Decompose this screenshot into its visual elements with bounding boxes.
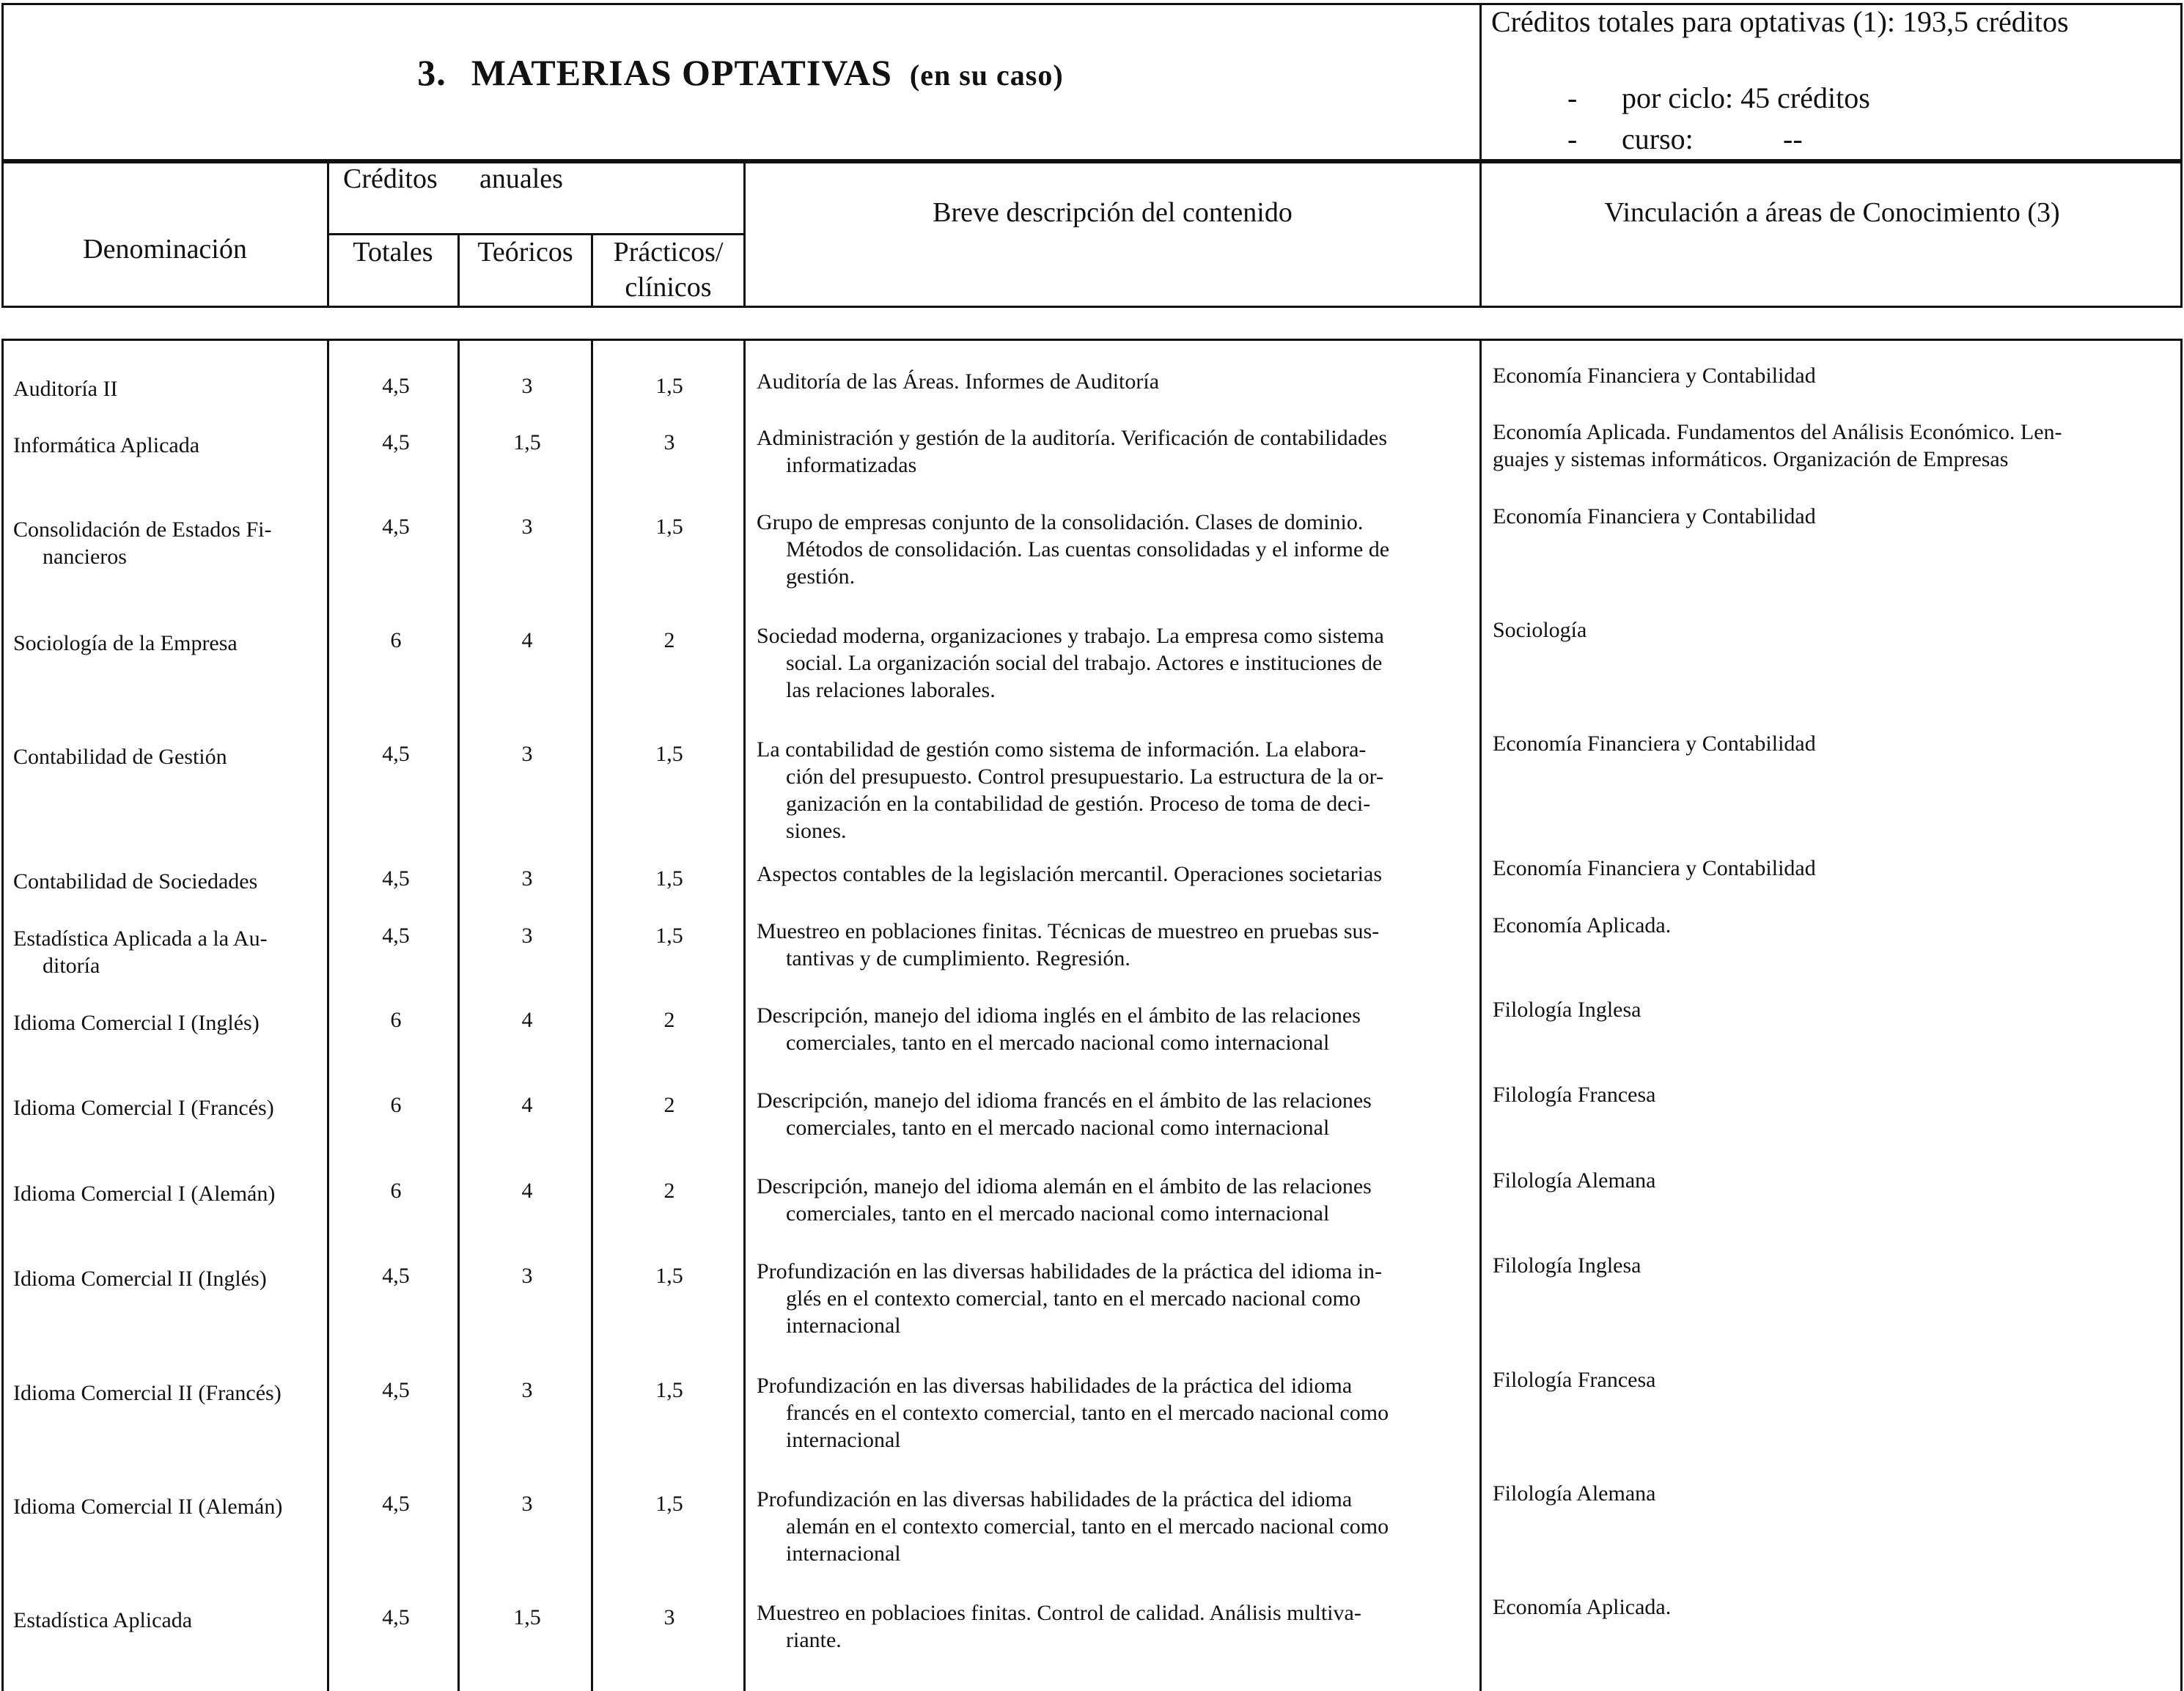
body-left-border <box>1 339 4 1691</box>
course-name-line: Estadística Aplicada <box>13 1608 193 1632</box>
knowledge-area <box>1493 912 2172 939</box>
credits-total-cell-line: 4,5 <box>382 515 410 539</box>
course-description <box>757 918 1472 972</box>
credits-total-cell <box>331 372 460 399</box>
credits-practice-cell-line: 1,5 <box>655 1264 683 1288</box>
course-description <box>757 622 1472 704</box>
knowledge-area-line: Filología Inglesa <box>1493 1253 1641 1278</box>
credits-practice-cell <box>594 1377 745 1404</box>
course-name-line: Contabilidad de Sociedades <box>13 869 258 894</box>
course-description <box>757 1002 1472 1056</box>
course-description-line: internacional <box>786 1428 901 1452</box>
knowledge-area-line: Economía Aplicada. <box>1493 913 1672 937</box>
credits-practice-cell-line: 1,5 <box>655 515 683 539</box>
credits-total-cell-line: 4,5 <box>382 1378 410 1402</box>
credits-total-cell-line: 4,5 <box>382 374 410 398</box>
credits-theory-cell-line: 3 <box>521 1378 533 1402</box>
credits-total-cell <box>331 1490 460 1517</box>
course-description-line: Profundización en las diversas habilidades de la práctica del idioma <box>757 1374 1353 1398</box>
credits-practice-cell-line: 1,5 <box>655 1378 683 1402</box>
knowledge-area-line: Sociología <box>1493 618 1587 642</box>
knowledge-area <box>1493 1081 2172 1108</box>
credits-theory-cell-line: 3 <box>521 1264 533 1288</box>
course-description-line: siones. <box>786 819 847 843</box>
credits-theory-cell-line: 3 <box>521 742 533 766</box>
course-description-line: comerciales, tanto en el mercado nacional como internacional <box>786 1031 1330 1055</box>
credits-theory-cell <box>463 372 592 399</box>
credits-theory-cell <box>463 1604 592 1631</box>
per-cycle-credits: por ciclo: 45 créditos <box>1622 81 1870 114</box>
knowledge-area-line: Economía Financiera y Contabilidad <box>1493 504 1816 528</box>
credits-practice-cell-line: 2 <box>663 628 675 652</box>
course-name-line: ditoría <box>43 954 100 978</box>
course-description-line: Descripción, manejo del idioma alemán en el ámbito de las relaciones <box>757 1174 1372 1198</box>
credits-total-cell <box>331 922 460 949</box>
header-denominacion: Denominación <box>83 234 247 265</box>
course-description-line: Descripción, manejo del idioma francés en el ámbito de las relaciones <box>757 1088 1372 1113</box>
knowledge-area-line: Filología Francesa <box>1493 1368 1656 1392</box>
course-description-line: comerciales, tanto en el mercado nacional como internacional <box>786 1201 1330 1226</box>
course-name-line: Idioma Comercial I (Alemán) <box>13 1182 276 1206</box>
course-description <box>757 861 1472 888</box>
credits-practice-cell <box>594 627 745 654</box>
credits-total-cell-line: 6 <box>390 1179 402 1203</box>
course-description-line: social. La organización social del trabajo. Actores e instituciones de <box>786 651 1383 675</box>
course-description-line: riante. <box>786 1628 842 1652</box>
course-name <box>13 1094 321 1121</box>
course-name-line: Auditoría II <box>13 377 118 401</box>
credits-total-cell <box>331 1377 460 1404</box>
credits-theory-cell <box>463 1262 592 1289</box>
credits-practice-cell <box>594 429 745 456</box>
credits-theory-cell <box>463 1091 592 1119</box>
credits-practice-cell <box>594 513 745 540</box>
credits-total-cell-line: 4,5 <box>382 1264 410 1288</box>
course-name-line: Idioma Comercial II (Alemán) <box>13 1495 283 1519</box>
course-description <box>757 368 1472 395</box>
credits-practice-cell <box>594 1490 745 1517</box>
per-cycle-dash: - <box>1567 81 1578 114</box>
credits-practice-cell-line: 1,5 <box>655 924 683 948</box>
course-description-line: Aspectos contables de la legislación mercantil. Operaciones societarias <box>757 862 1383 886</box>
course-description <box>757 736 1472 844</box>
course-description-line: internacional <box>786 1314 901 1338</box>
credits-practice-cell-line: 1,5 <box>655 374 683 398</box>
credits-total-cell-line: 4,5 <box>382 742 410 766</box>
credits-practice-cell <box>594 740 745 767</box>
knowledge-area-line: Filología Alemana <box>1493 1168 1656 1193</box>
credits-practice-cell <box>594 865 745 892</box>
credits-practice-cell <box>594 1604 745 1631</box>
credits-practice-cell <box>594 1091 745 1119</box>
credits-practice-cell <box>594 1177 745 1204</box>
knowledge-area-line: guajes y sistemas informáticos. Organización de Empresas <box>1493 447 2009 471</box>
course-dash: - <box>1567 122 1578 155</box>
course-description <box>757 1599 1472 1654</box>
course-description-line: Auditoría de las Áreas. Informes de Auditoría <box>757 369 1160 394</box>
credits-theory-cell-line: 3 <box>521 866 533 891</box>
course-description-line: alemán en el contexto comercial, tanto en el mercado nacional como <box>786 1514 1389 1539</box>
course-name <box>13 1493 321 1520</box>
course-description-line: gestión. <box>786 564 856 589</box>
credits-theory-cell-line: 4 <box>521 1008 533 1032</box>
header-descripcion: Breve descripción del contenido <box>933 197 1293 228</box>
credits-theory-cell-line: 1,5 <box>513 1605 541 1629</box>
knowledge-area <box>1493 419 2172 473</box>
credits-total-cell-line: 6 <box>390 1093 402 1117</box>
course-description-line: internacional <box>786 1541 901 1566</box>
credits-total-cell <box>331 865 460 892</box>
credits-theory-cell <box>463 740 592 767</box>
course-description <box>757 424 1472 479</box>
credits-theory-cell <box>463 1006 592 1034</box>
knowledge-area <box>1493 362 2172 389</box>
course-description-line: Muestreo en poblaciones finitas. Técnicas de muestreo en pruebas sus- <box>757 919 1380 943</box>
course-name-line: nancieros <box>43 545 127 569</box>
creditos-subheader-line <box>327 233 745 235</box>
course-description-line: ción del presupuesto. Control presupuestario. La estructura de la or- <box>786 765 1383 789</box>
knowledge-area <box>1493 730 2172 757</box>
course-name <box>13 743 321 770</box>
course-name <box>13 1265 321 1292</box>
course-name <box>13 1180 321 1207</box>
credits-theory-cell <box>463 1490 592 1517</box>
course-name-line: Informática Aplicada <box>13 433 200 457</box>
page-title <box>0 51 1481 94</box>
course-name-line: Estadística Aplicada a la Au- <box>13 926 268 951</box>
knowledge-area <box>1493 996 2172 1023</box>
credits-total-cell <box>331 1262 460 1289</box>
course-description-line: Sociedad moderna, organizaciones y trabajo. La empresa como sistema <box>757 624 1384 648</box>
credits-practice-cell-line: 2 <box>663 1093 675 1117</box>
credits-theory-cell <box>463 1177 592 1204</box>
course-name <box>13 432 321 459</box>
knowledge-area-line: Economía Financiera y Contabilidad <box>1493 364 1816 388</box>
credits-practice-cell <box>594 1006 745 1034</box>
credits-total-cell <box>331 429 460 456</box>
course-description <box>757 1486 1472 1567</box>
course-name-line: Consolidación de Estados Fi- <box>13 517 272 542</box>
credits-total-cell-line: 4,5 <box>382 1605 410 1629</box>
credits-theory-cell <box>463 1377 592 1404</box>
credits-total-cell-line: 4,5 <box>382 866 410 891</box>
course-name <box>13 375 321 402</box>
credits-theory-cell <box>463 429 592 456</box>
body-sep-1 <box>327 339 329 1691</box>
course-description-line: Profundización en las diversas habilidades de la práctica del idioma in- <box>757 1259 1383 1283</box>
course-name <box>13 1607 321 1634</box>
course-description <box>757 1372 1472 1454</box>
knowledge-area <box>1493 1167 2172 1194</box>
credits-practice-cell-line: 2 <box>663 1179 675 1203</box>
credits-total-cell <box>331 1177 460 1204</box>
knowledge-area <box>1493 1366 2172 1393</box>
credits-total-cell-line: 6 <box>390 628 402 652</box>
course-description-line: Muestreo en poblacioes finitas. Control de calidad. Análisis multiva- <box>757 1601 1361 1625</box>
course-name <box>13 1009 321 1036</box>
knowledge-area-line: Filología Inglesa <box>1493 998 1641 1022</box>
knowledge-area-line: Economía Aplicada. <box>1493 1595 1672 1619</box>
credits-total-cell <box>331 1091 460 1119</box>
credits-theory-cell-line: 3 <box>521 924 533 948</box>
credits-theory-cell-line: 3 <box>521 1492 533 1516</box>
header-totales: Totales <box>353 237 433 268</box>
credits-total-cell <box>331 627 460 654</box>
course-description-line: Profundización en las diversas habilidades de la práctica del idioma <box>757 1487 1353 1511</box>
course-name-line: Contabilidad de Gestión <box>13 745 227 769</box>
knowledge-area <box>1493 503 2172 530</box>
header-vinculacion: Vinculación a áreas de Conocimiento (3) <box>1604 197 2060 228</box>
credits-theory-cell-line: 4 <box>521 1179 533 1203</box>
section-title-note: (en su caso) <box>909 59 1064 92</box>
course-name <box>13 1379 321 1407</box>
header-teoricos: Teóricos <box>477 237 573 268</box>
knowledge-area-line: Filología Francesa <box>1493 1083 1656 1107</box>
header-clinicos: clínicos <box>625 272 712 303</box>
credits-total-cell <box>331 513 460 540</box>
knowledge-area <box>1493 616 2172 644</box>
course-description-line: Descripción, manejo del idioma inglés en el ámbito de las relaciones <box>757 1003 1361 1028</box>
knowledge-area-line: Economía Financiera y Contabilidad <box>1493 732 1816 756</box>
course-value: -- <box>1783 122 1803 155</box>
course-description-line: ganización en la contabilidad de gestión. Proceso de toma de deci- <box>786 792 1371 816</box>
course-description-line: Métodos de consolidación. Las cuentas consolidadas y el informe de <box>786 537 1390 561</box>
col-sep-descripcion <box>1479 161 1482 308</box>
credits-practice-cell <box>594 372 745 399</box>
body-sep-5 <box>1479 339 1482 1691</box>
course-description <box>757 509 1472 590</box>
knowledge-area <box>1493 1594 2172 1621</box>
section-number: 3. <box>417 52 446 93</box>
credits-total: Créditos totales para optativas (1): 193,5 créditos <box>1491 5 2069 38</box>
course-name <box>13 868 321 895</box>
credits-total-cell <box>331 1604 460 1631</box>
credits-total-cell-line: 4,5 <box>382 924 410 948</box>
credits-practice-cell <box>594 922 745 949</box>
course-name-line: Idioma Comercial II (Francés) <box>13 1381 282 1405</box>
course-name <box>13 925 321 979</box>
knowledge-area-line: Economía Aplicada. Fundamentos del Análisis Económico. Len- <box>1493 420 2062 444</box>
credits-theory-cell <box>463 513 592 540</box>
course-description-line: francés en el contexto comercial, tanto en el mercado nacional como <box>786 1401 1389 1425</box>
credits-practice-cell-line: 1,5 <box>655 742 683 766</box>
header-creditos: Créditos <box>343 163 438 194</box>
credits-theory-cell-line: 3 <box>521 515 533 539</box>
credits-practice-cell-line: 1,5 <box>655 1492 683 1516</box>
credits-total-cell-line: 6 <box>390 1008 402 1032</box>
course-description-line: Grupo de empresas conjunto de la consolidación. Clases de dominio. <box>757 510 1364 534</box>
course-description <box>757 1173 1472 1227</box>
credits-total-cell <box>331 1006 460 1034</box>
knowledge-area-line: Economía Financiera y Contabilidad <box>1493 856 1816 880</box>
credits-practice-cell-line: 3 <box>663 1605 675 1629</box>
knowledge-area-line: Filología Alemana <box>1493 1481 1656 1506</box>
course-name-line: Idioma Comercial I (Inglés) <box>13 1011 260 1035</box>
credits-theory-cell-line: 1,5 <box>513 430 541 454</box>
course-description-line: informatizadas <box>786 453 917 477</box>
course-name-line: Idioma Comercial I (Francés) <box>13 1096 274 1120</box>
credits-practice-cell-line: 2 <box>663 1008 675 1032</box>
course-name-line: Sociología de la Empresa <box>13 631 238 655</box>
course-name <box>13 516 321 570</box>
course-description <box>757 1258 1472 1339</box>
course-description-line: La contabilidad de gestión como sistema de información. La elabora- <box>757 737 1367 762</box>
header-practicos: Prácticos/ <box>613 237 724 268</box>
body-right-border <box>2180 339 2183 1691</box>
course-description-line: comerciales, tanto en el mercado nacional como internacional <box>786 1116 1330 1140</box>
section-title: MATERIAS OPTATIVAS <box>471 52 892 93</box>
credits-practice-cell-line: 1,5 <box>655 866 683 891</box>
course-label: curso: <box>1622 122 1694 155</box>
credits-practice-cell-line: 3 <box>663 430 675 454</box>
course-description-line: Administración y gestión de la auditoría. Verificación de contabilidades <box>757 426 1388 450</box>
credits-total-cell <box>331 740 460 767</box>
credits-theory-cell-line: 4 <box>521 628 533 652</box>
knowledge-area <box>1493 855 2172 882</box>
credits-theory-cell-line: 4 <box>521 1093 533 1117</box>
course-description-line: tantivas y de cumplimiento. Regresión. <box>786 946 1130 970</box>
course-description <box>757 1087 1472 1141</box>
course-description-line: las relaciones laborales. <box>786 678 996 702</box>
credits-total-cell-line: 4,5 <box>382 1492 410 1516</box>
knowledge-area <box>1493 1480 2172 1507</box>
course-name-line: Idioma Comercial II (Inglés) <box>13 1267 267 1291</box>
header-anuales: anuales <box>479 163 563 194</box>
credits-theory-cell <box>463 922 592 949</box>
credits-theory-cell-line: 3 <box>521 374 533 398</box>
knowledge-area <box>1493 1252 2172 1279</box>
credits-theory-cell <box>463 865 592 892</box>
credits-theory-cell <box>463 627 592 654</box>
course-description-line: glés en el contexto comercial, tanto en el mercado nacional como <box>786 1286 1361 1311</box>
credits-total-cell-line: 4,5 <box>382 430 410 454</box>
course-name <box>13 630 321 657</box>
credits-practice-cell <box>594 1262 745 1289</box>
